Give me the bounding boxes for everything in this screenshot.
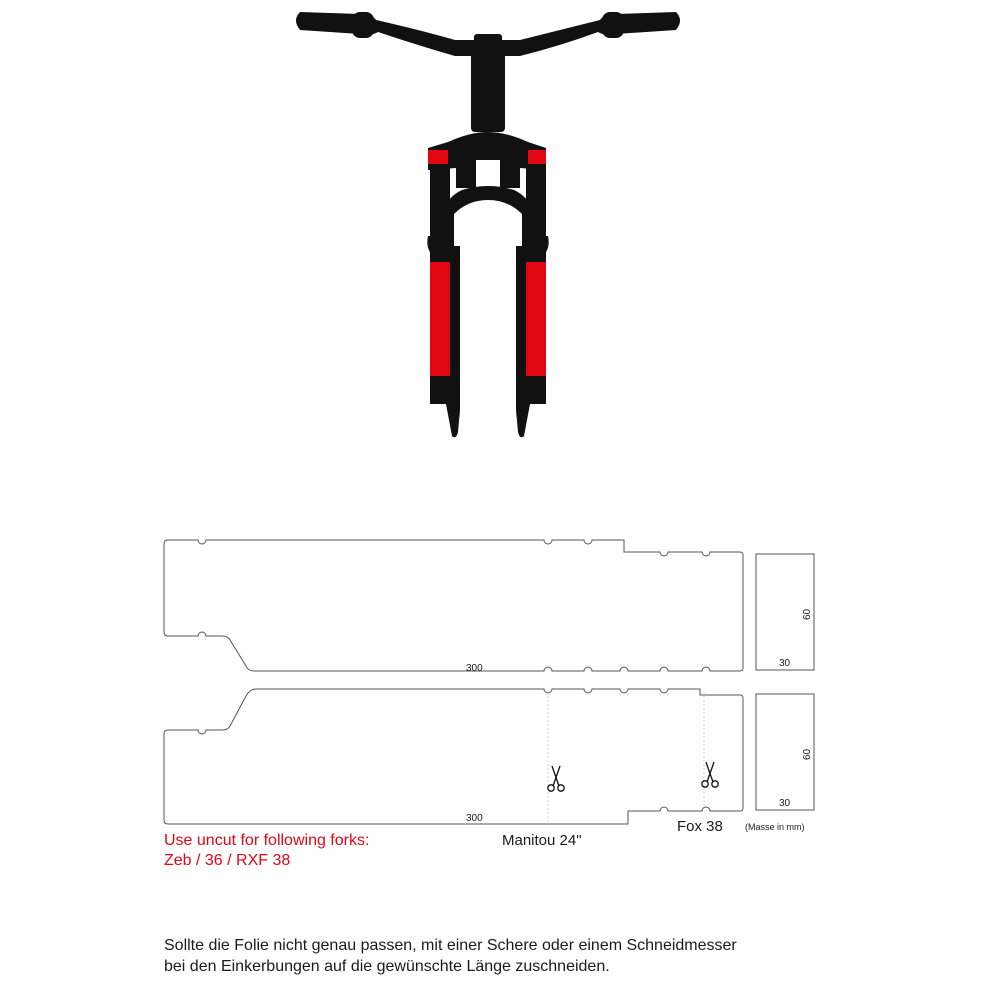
uncut-fork-list: Zeb / 36 / RXF 38 bbox=[164, 852, 291, 869]
instruction-line-2: bei den Einkerbungen auf die gewünschte Länge zuschneiden. bbox=[164, 958, 610, 975]
scissors-icon bbox=[548, 766, 564, 791]
manitou-label: Manitou 24" bbox=[502, 832, 582, 849]
instruction-line-1: Sollte die Folie nicht genau passen, mit einer Schere oder einem Schneidmesser bbox=[164, 937, 737, 954]
bottom-length-label: 300 bbox=[466, 813, 483, 824]
top-strip-outline bbox=[164, 540, 743, 671]
top-height-label: 60 bbox=[802, 608, 813, 620]
bottom-height-label: 60 bbox=[802, 748, 813, 760]
bottom-small-width-label: 30 bbox=[779, 798, 791, 809]
bottom-strip-outline bbox=[164, 689, 743, 824]
top-small-width-label: 30 bbox=[779, 658, 791, 669]
fox-label: Fox 38 bbox=[677, 818, 723, 835]
units-note: (Masse in mm) bbox=[745, 822, 805, 832]
uncut-heading: Use uncut for following forks: bbox=[164, 832, 370, 849]
top-length-label: 300 bbox=[466, 663, 483, 674]
